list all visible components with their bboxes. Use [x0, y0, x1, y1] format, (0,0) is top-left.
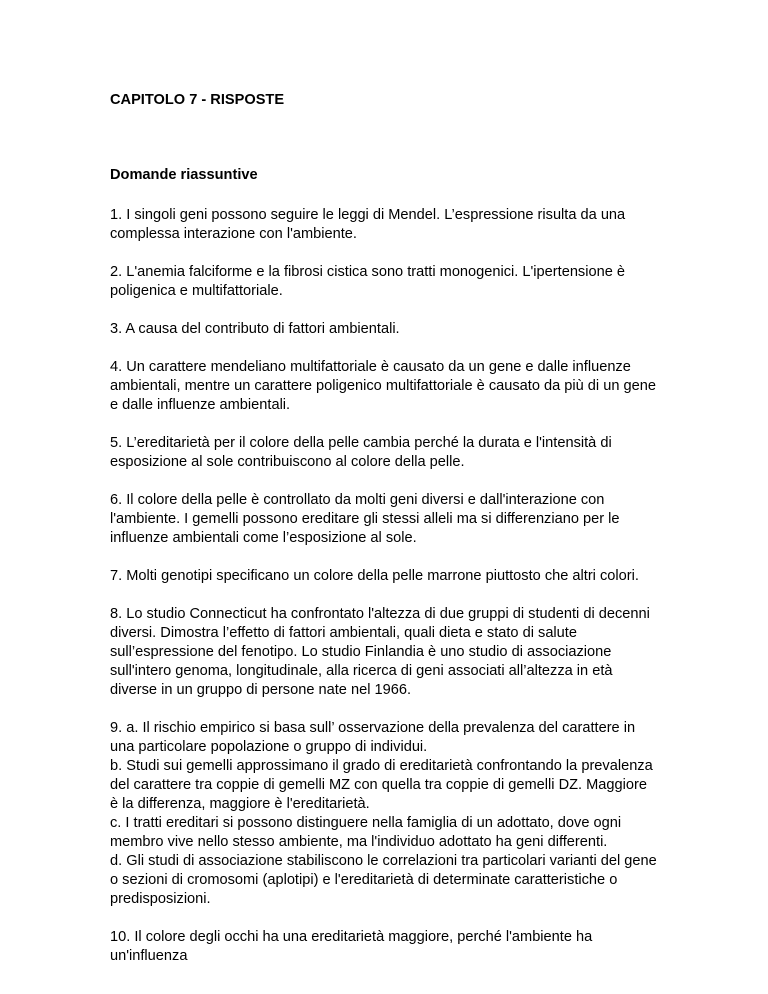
answer-text: 2. L'anemia falciforme e la fibrosi cistica sono tratti monogenici. L'ipertensione è poligenica e multifattoriale.: [110, 264, 625, 299]
section-heading: Domande riassuntive: [110, 167, 258, 183]
answer-text: 5. L’ereditarietà per il colore della pelle cambia perché la durata e l'intensità di esposizione al sole contribuiscono al colore della pelle.: [110, 435, 612, 470]
chapter-title: CAPITOLO 7 - RISPOSTE: [110, 92, 285, 108]
answer-9: [110, 719, 658, 909]
answer-6: [110, 491, 658, 548]
answer-text-b: b. Studi sui gemelli approssimano il grado di ereditarietà confrontando la prevalenza del carattere tra coppie di gemelli MZ con quella tra coppie di gemelli DZ. Maggiore è la differenza, maggiore è l'ereditarietà.: [110, 758, 653, 812]
answer-text: 7. Molti genotipi specificano un colore della pelle marrone piuttosto che altri colori.: [110, 568, 639, 584]
answer-7: [110, 567, 658, 586]
answer-text: 1. I singoli geni possono seguire le leggi di Mendel. L’espressione risulta da una complessa interazione con l'ambiente.: [110, 207, 626, 242]
answers-list: [110, 206, 658, 985]
answer-text: 8. Lo studio Connecticut ha confrontato l'altezza di due gruppi di studenti di decenni diversi. Dimostra l’effetto di fattori ambientali, quali dieta e stato di salute sull’espressione del fenotipo. Lo studio Finlandia è uno studio di associazione sull'intero genoma, longitudinale, alla ricerca di geni associati all’altezza in età diverse in un gruppo di persone nate nel 1966.: [110, 606, 650, 698]
answer-3: [110, 320, 658, 339]
answer-2: [110, 263, 658, 301]
answer-text: 10. Il colore degli occhi ha una ereditarietà maggiore, perché l'ambiente ha un'influenza: [110, 929, 593, 964]
answer-4: [110, 358, 658, 415]
answer-text: 3. A causa del contributo di fattori ambientali.: [110, 321, 400, 337]
answer-text-a: 9. a. Il rischio empirico si basa sull’ osservazione della prevalenza del carattere in una particolare popolazione o gruppo di individui.: [110, 720, 636, 755]
answer-10: [110, 928, 658, 966]
answer-text-c: c. I tratti ereditari si possono distinguere nella famiglia di un adottato, dove ogni membro vive nello stesso ambiente, ma l'individuo adottato ha geni differenti.: [110, 815, 622, 850]
answer-text: 4. Un carattere mendeliano multifattoriale è causato da un gene e dalle influenze ambientali, mentre un carattere poligenico multifattoriale è causato da più di un gene e dalle influenze ambientali.: [110, 359, 656, 413]
answer-5: [110, 434, 658, 472]
answer-1: [110, 206, 658, 244]
answer-text-d: d. Gli studi di associazione stabiliscono le correlazioni tra particolari varianti del gene o sezioni di cromosomi (aplotipi) e l'ereditarietà di determinate caratteristiche o predisposizioni.: [110, 853, 657, 907]
answer-8: [110, 605, 658, 700]
answer-text: 6. Il colore della pelle è controllato da molti geni diversi e dall'interazione con l'ambiente. I gemelli possono ereditare gli stessi alleli ma si differenziano per le influenze ambientali come l’esposizione al sole.: [110, 492, 620, 546]
